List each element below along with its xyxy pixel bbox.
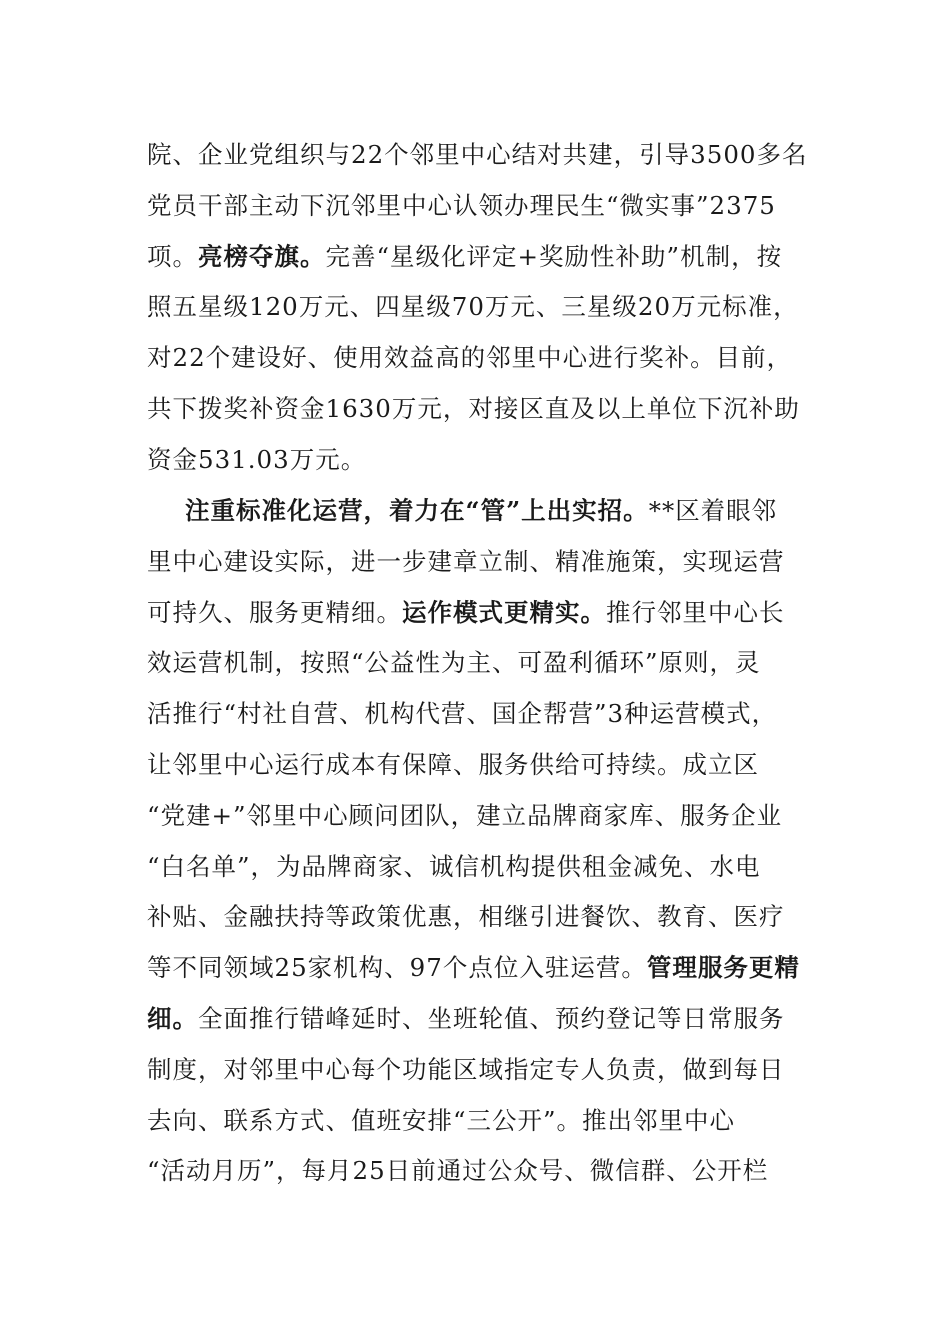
paragraph-2 xyxy=(147,486,807,1197)
section-heading: 注重标准化运营，着力在“管”上出实招。 xyxy=(185,496,649,525)
paragraph-1 xyxy=(147,130,807,486)
text-line: “白名单”，为品牌商家、诚信机构提供租金减免、水电 xyxy=(147,851,761,881)
text-line: 注重标准化运营，着力在“管”上出实招。 **区着眼邻 xyxy=(147,486,807,537)
bold-heading: 细。 xyxy=(147,1003,198,1033)
bold-heading: 管理服务更精 xyxy=(646,953,800,983)
text-line: 让邻里中心运行成本有保障、服务供给可持续。成立区 xyxy=(147,749,759,779)
text-line: 效运营机制，按照“公益性为主、可盈利循环”原则，灵 xyxy=(147,648,761,678)
text-line: “党建+”邻里中心顾问团队，建立品牌商家库、服务企业 xyxy=(147,800,783,830)
text-line: 照五星级120万元、四星级70万元、三星级20万元标准， xyxy=(147,292,799,322)
text-line: 共下拨奖补资金1630万元，对接区直及以上单位下沉补助 xyxy=(147,393,800,423)
text-line: 党员干部主动下沉邻里中心认领办理民生“微实事”2375 xyxy=(147,190,776,220)
bold-heading: 亮榜夺旗。 xyxy=(198,241,326,271)
text-line: 细。 全面推行错峰延时、坐班轮值、预约登记等日常服务 xyxy=(147,994,807,1045)
text-line: 里中心建设实际，进一步建章立制、精准施策，实现运营 xyxy=(147,546,785,576)
text-line: 去向、联系方式、值班安排“三公开”。推出邻里中心 xyxy=(147,1105,736,1135)
text-line: 项。 亮榜夺旗。 完善“星级化评定+奖励性补助”机制，按 xyxy=(147,232,807,283)
text-line: 制度，对邻里中心每个功能区域指定专人负责，做到每日 xyxy=(147,1054,785,1084)
text-line: 院、企业党组织与22个邻里中心结对共建，引导3500多名 xyxy=(147,140,808,169)
text-line: “活动月历”，每月25日前通过公众号、微信群、公开栏 xyxy=(147,1156,769,1186)
bold-heading: 运作模式更精实。 xyxy=(402,597,606,627)
text-line: 补贴、金融扶持等政策优惠，相继引进餐饮、教育、医疗 xyxy=(147,902,785,932)
text-line: 活推行“村社自营、机构代营、国企帮营”3种运营模式， xyxy=(147,699,778,729)
text-line: 对22个建设好、使用效益高的邻里中心进行奖补。目前， xyxy=(147,343,793,373)
text-line: 等不同领域25家机构、97个点位入驻运营。 管理服务更精 xyxy=(147,943,807,994)
text-line: 可持久、服务更精细。 运作模式更精实。 推行邻里中心长 xyxy=(147,588,807,639)
text-line: 资金531.03万元。 xyxy=(147,444,367,474)
